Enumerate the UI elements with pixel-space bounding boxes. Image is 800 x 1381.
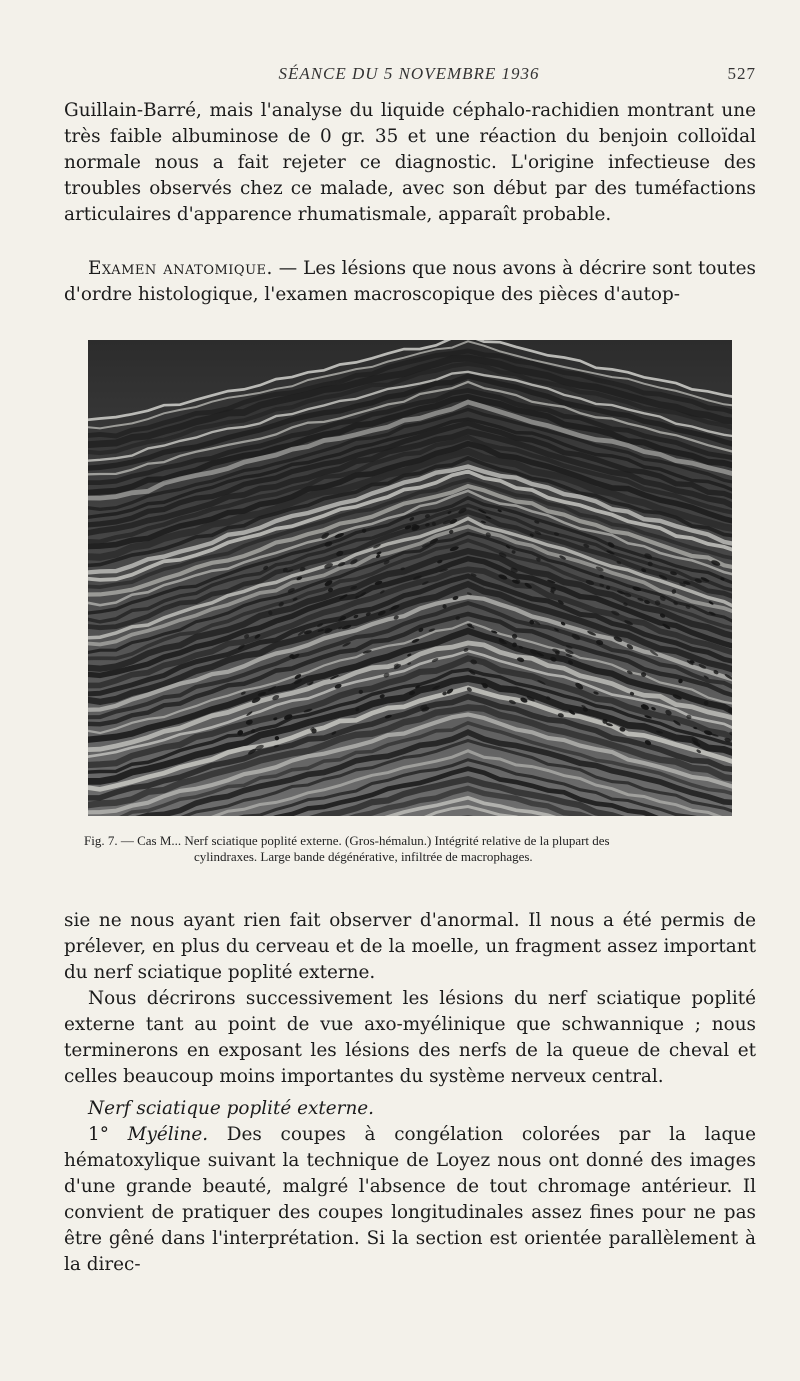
paragraph-1-text: Guillain-Barré, mais l'analyse du liquide céphalo-rachidien montrant une très faible albuminose de 0 gr. 35 et une réaction du benjoin colloïdal normale nous a fait rejeter ce diagnostic. L'origine infectieuse des troubles observés chez ce malade, avec son début par des tuméfactions articulaires d'apparence rhumatismale, apparaît probable. xyxy=(64,100,756,225)
paragraph-1 xyxy=(64,98,756,228)
body-text-lower xyxy=(64,908,756,1278)
section-heading-examen-anatomique: Examen anatomique. xyxy=(88,258,273,279)
micrograph-image xyxy=(88,340,732,816)
item-number: 1° xyxy=(88,1124,128,1145)
paragraph-6-body xyxy=(64,1122,756,1278)
paragraph-2-body xyxy=(64,256,756,308)
paragraph-4-text: Nous décrirons successivement les lésions du nerf sciatique poplité externe tant au point de vue axo-myélinique que schwannique ; nous terminerons en exposant les lésions des nerfs de la queue de cheval et celles beaucoup moins importantes du système nerveux central. xyxy=(64,988,756,1087)
caption-line-1: Cas M... Nerf sciatique poplité externe. (Gros-hémalun.) Intégrité relative de la plupart des xyxy=(137,833,610,848)
histology-micrograph xyxy=(88,340,732,816)
heading-dash: — xyxy=(272,258,304,279)
caption-label: Fig. 7. — xyxy=(84,833,134,848)
running-title: SÉANCE DU 5 NOVEMBRE 1936 xyxy=(278,64,540,83)
term-myeline: Myéline. xyxy=(127,1124,209,1145)
running-header xyxy=(62,64,756,86)
subheading-nerf-sciatique: Nerf sciatique poplité externe. xyxy=(88,1098,375,1119)
page-number: 527 xyxy=(727,64,756,83)
paragraph-2-text: Les lésions que nous avons à décrire sont toutes d'ordre histologique, l'examen macroscopique des pièces d'autop- xyxy=(64,258,756,305)
subheading-paragraph xyxy=(64,1096,756,1122)
paragraph-3-text: sie ne nous ayant rien fait observer d'anormal. Il nous a été permis de prélever, en plus du cerveau et de la moelle, un fragment assez important du nerf sciatique poplité externe. xyxy=(64,910,756,983)
caption-line-2: cylindraxes. Large bande dégénérative, infiltrée de macrophages. xyxy=(194,849,533,864)
paragraph-6-text: Des coupes à congélation colorées par la laque hématoxylique suivant la technique de Loyez nous ont donné des images d'une grande beauté, malgré l'absence de tout chromage antérieur. Il convient de pratiquer des coupes longitudinales assez fines pour ne pas être gêné dans l'interprétation. Si la section est orientée parallèlement à la direc- xyxy=(64,1124,756,1275)
figure-caption xyxy=(84,833,756,865)
paragraph-2 xyxy=(64,256,756,308)
